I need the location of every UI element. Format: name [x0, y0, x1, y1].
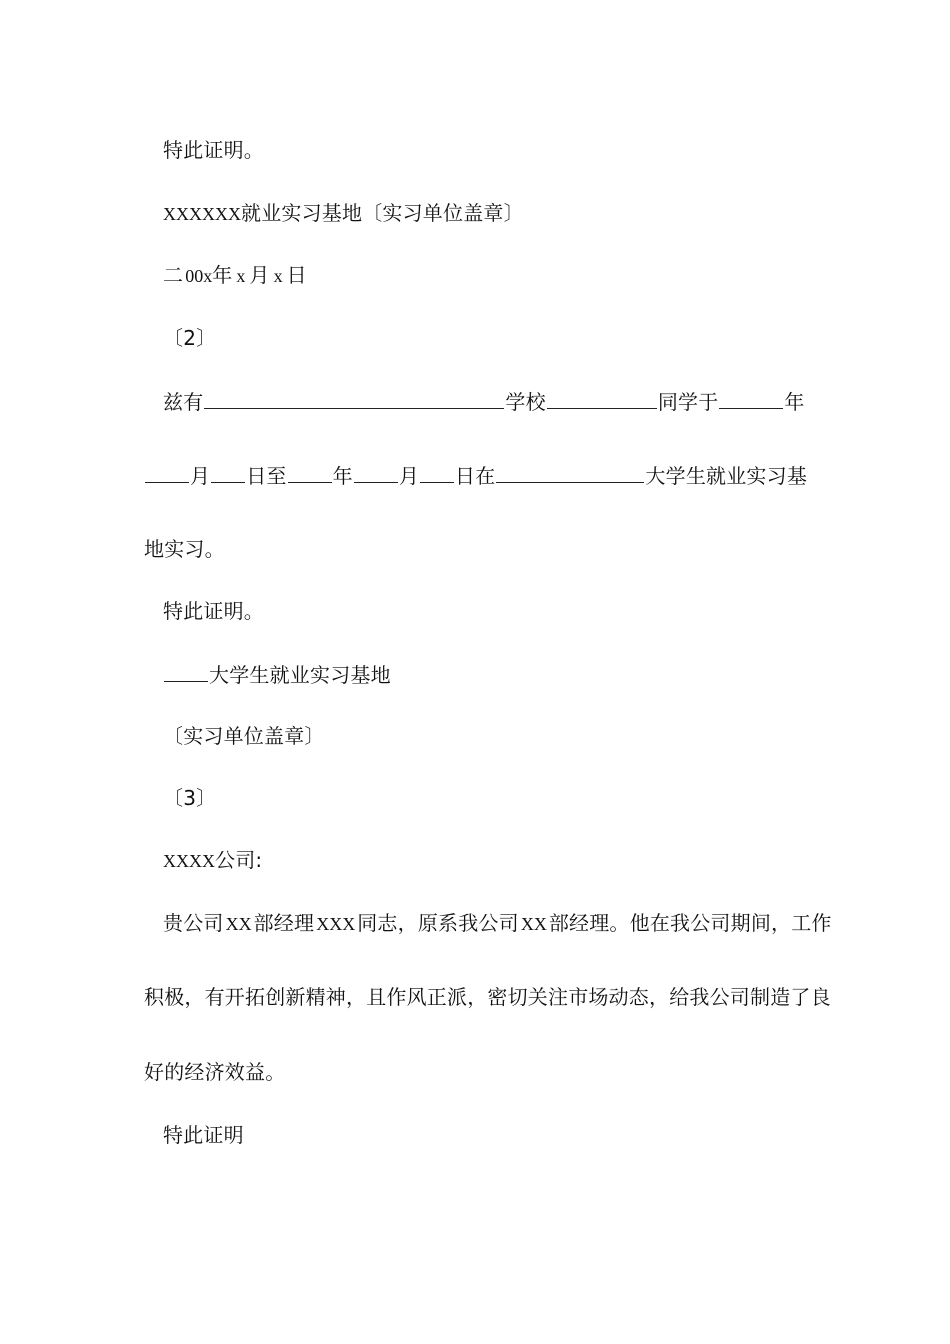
day-to-label: 日至: [246, 464, 287, 488]
date-day: x: [273, 266, 283, 286]
date-line: [163, 263, 307, 288]
end-year-label: 年: [332, 464, 353, 488]
letter-paragraph-line-3: [144, 1060, 285, 1084]
certificate-line-2: [144, 462, 807, 488]
month-label: 月: [190, 464, 211, 488]
base-label: 大学生就业实习基: [645, 464, 808, 488]
p1-d: 部经理。他在我公司期间，工作: [548, 911, 832, 935]
certificate-end-text: 地实习。: [144, 537, 225, 561]
end-year-blank: [288, 462, 332, 483]
date-month: x: [236, 266, 246, 286]
p1-b: 部经理: [253, 911, 315, 935]
day-blank: [211, 462, 245, 483]
month-blank: [145, 462, 189, 483]
seal-text: 就业实习基地〔实习单位盖章〕: [241, 201, 524, 225]
letter-paragraph-line-1: [163, 911, 832, 936]
date-year: 00x: [185, 266, 213, 286]
letter-paragraph-line-2: [144, 985, 831, 1009]
p1-name: XXX: [316, 914, 356, 934]
base-blank: [496, 462, 644, 483]
closing-line-1: [163, 138, 264, 162]
section-number-2: [163, 326, 216, 350]
student-label: 同学于: [657, 390, 719, 414]
recipient-label: 公司:: [215, 848, 263, 872]
date-day-label: 日: [286, 263, 307, 287]
seal-code: XXXXXX: [163, 204, 241, 224]
section-number-3: [163, 786, 216, 810]
certificate-line-1: [163, 388, 805, 414]
seal-line-1: [163, 201, 524, 226]
year-label: 年: [784, 390, 805, 414]
student-blank: [547, 388, 657, 409]
intro-text: 兹有: [163, 390, 204, 414]
seal-base-text: 大学生就业实习基地: [209, 663, 391, 687]
p1-c: 同志，原系我公司: [357, 911, 519, 935]
recipient-line: [163, 848, 262, 873]
date-month-label: 月: [249, 263, 270, 287]
school-blank: [204, 388, 504, 409]
seal-line-2: [163, 661, 391, 687]
p1-dept: XX: [225, 914, 252, 934]
section-number-text: 〔2〕: [163, 326, 217, 350]
closing-text: 特此证明。: [163, 599, 264, 623]
school-label: 学校: [505, 390, 546, 414]
year-blank: [719, 388, 783, 409]
day-at-label: 日在: [455, 464, 496, 488]
closing-text: 特此证明: [163, 1123, 244, 1147]
end-month-label: 月: [398, 464, 420, 488]
base-name-blank: [164, 661, 208, 682]
p1-a: 贵公司: [163, 911, 224, 935]
end-day-blank: [420, 462, 454, 483]
seal-note-text: 〔实习单位盖章〕: [163, 724, 325, 748]
closing-text: 特此证明。: [163, 138, 264, 162]
p1-dept2: XX: [520, 914, 547, 934]
section-number-text: 〔3〕: [163, 786, 217, 810]
closing-line-2: [163, 599, 264, 623]
date-prefix: 二: [163, 263, 184, 287]
seal-note-line: [163, 724, 325, 748]
p3-text: 好的经济效益。: [144, 1060, 286, 1084]
certificate-line-3: [144, 537, 225, 561]
recipient-code: XXXX: [163, 851, 215, 871]
p2-text: 积极，有开拓创新精神，且作风正派，密切关注市场动态，给我公司制造了良: [144, 985, 831, 1009]
closing-line-3: [163, 1123, 244, 1147]
end-month-blank: [354, 462, 398, 483]
date-year-label: 年: [212, 263, 233, 287]
